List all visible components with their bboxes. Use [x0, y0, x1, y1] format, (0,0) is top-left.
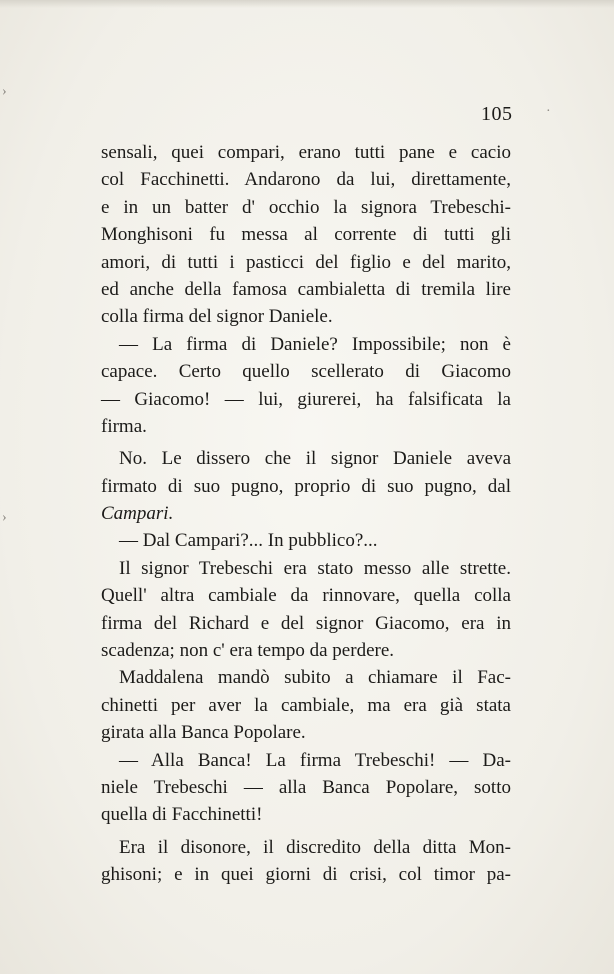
text-line: scadenza; non c' era tempo da perdere.	[101, 640, 395, 662]
text-line: — Dal Campari?... In pubblico?...	[119, 530, 378, 552]
text-line: quella di Facchinetti!	[101, 804, 263, 826]
text-line: ed anche della famosa cambialetta di tremila lire	[101, 278, 511, 300]
text-line: sensali, quei compari, erano tutti pane e cacio	[101, 142, 511, 163]
text-line: chinetti per aver la cambiale, ma era già stata	[101, 694, 511, 716]
text-line: Quell' altra cambiale da rinnovare, quella colla	[101, 585, 511, 607]
text-line: firma.	[101, 415, 147, 437]
page-top-edge	[0, 0, 614, 8]
body-text	[101, 139, 511, 889]
text-line: firma del Richard e del signor Giacomo, era in	[101, 612, 511, 634]
text-line: — La firma di Daniele? Impossibile; non è	[119, 333, 511, 355]
text-line: Maddalena mandò subito a chiamare il Fac-	[119, 667, 511, 689]
margin-mark: ›	[2, 510, 7, 525]
margin-speck: ·	[546, 104, 551, 119]
text-line: Il signor Trebeschi era stato messo alle strette.	[119, 557, 511, 579]
text-line: Campari.	[101, 503, 174, 525]
text-line: Era il disonore, il discredito della ditta Mon-	[119, 836, 511, 858]
text-line: colla firma del signor Daniele.	[101, 306, 333, 328]
text-line: girata alla Banca Popolare.	[101, 722, 306, 744]
page-number: 105	[481, 103, 513, 125]
text-line: firmato di suo pugno, proprio di suo pugno, dal	[101, 475, 511, 497]
text-line: col Facchinetti. Andarono da lui, direttamente,	[101, 169, 511, 191]
text-line: — Giacomo! — lui, giurerei, ha falsificata la	[101, 388, 511, 410]
text-line: — Alla Banca! La firma Trebeschi! — Da-	[119, 749, 511, 771]
text-line: niele Trebeschi — alla Banca Popolare, sotto	[101, 776, 511, 798]
text-line: e in un batter d' occhio la signora Trebeschi-	[101, 196, 511, 218]
text-line: ghisoni; e in quei giorni di crisi, col timor pa-	[101, 864, 511, 886]
text-line: amori, di tutti i pasticci del figlio e del marito,	[101, 251, 511, 273]
text-line: capace. Certo quello scellerato di Giacomo	[101, 361, 511, 383]
text-line: Monghisoni fu messa al corrente di tutti gli	[101, 224, 511, 246]
margin-mark: ›	[2, 84, 7, 99]
text-line: No. Le dissero che il signor Daniele aveva	[119, 448, 511, 470]
